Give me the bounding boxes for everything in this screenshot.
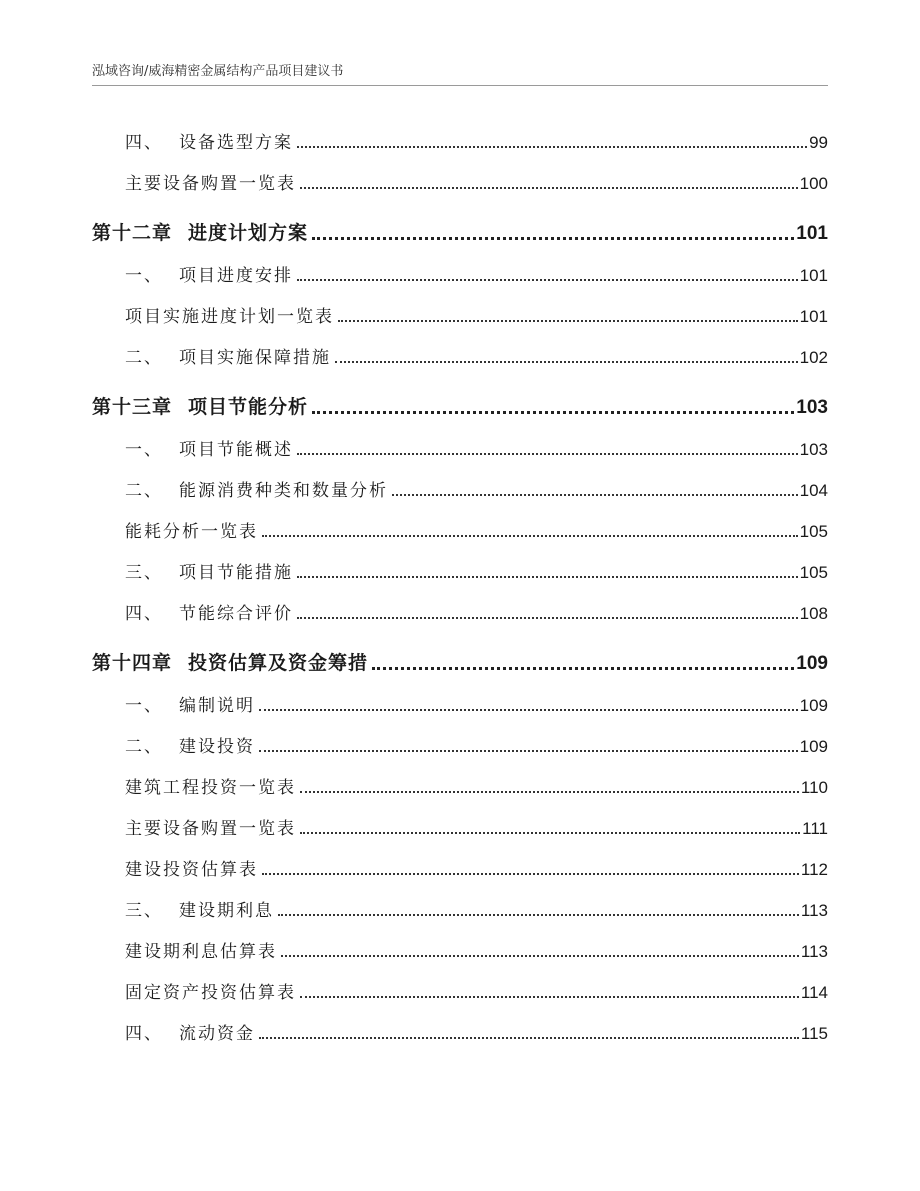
toc-entry-label: [125, 855, 258, 880]
toc-entry-label: [125, 896, 274, 921]
toc-entry-title: 项目进度安排: [179, 266, 293, 286]
toc-entry-label: [125, 773, 296, 798]
toc-page-number: 103: [796, 397, 828, 418]
toc-page-number: 103: [799, 440, 828, 459]
toc-entry-title: 固定资产投资估算表: [125, 983, 296, 1003]
toc-entry[interactable]: [92, 716, 828, 757]
toc-entry-title: 项目实施保障措施: [179, 348, 331, 368]
toc-entry-title: 建设期利息: [179, 901, 274, 921]
toc-entry-label: [125, 1019, 255, 1044]
toc-page-number: 104: [799, 481, 828, 500]
toc-chapter-entry[interactable]: [92, 624, 828, 675]
toc-entry[interactable]: [92, 1003, 828, 1044]
toc-page-number: 113: [800, 942, 828, 961]
toc-page-number: 115: [800, 1024, 828, 1043]
dot-leader: [300, 832, 800, 834]
dot-leader: [335, 361, 798, 363]
toc-entry[interactable]: [92, 583, 828, 624]
toc-entry-title: 能源消费种类和数量分析: [179, 481, 388, 501]
toc-page-number: 105: [799, 522, 828, 541]
dot-leader: [262, 535, 798, 537]
toc-entry-label: [125, 599, 293, 624]
toc-entry-title: 建筑工程投资一览表: [125, 778, 296, 798]
toc-entry-number: 第十四章: [92, 652, 173, 674]
toc-page-number: 101: [799, 266, 828, 285]
toc-page-number: 109: [799, 696, 828, 715]
toc-entry-number: 一、: [125, 266, 163, 286]
toc-entry-label: [125, 814, 296, 839]
toc-entry[interactable]: [92, 286, 828, 327]
page-header: [92, 60, 828, 86]
toc-entry[interactable]: [92, 675, 828, 716]
toc-page-number: 109: [796, 653, 828, 674]
toc-page-number: 105: [799, 563, 828, 582]
toc-entry-title: 主要设备购置一览表: [125, 174, 296, 194]
toc-entry-title: 设备选型方案: [179, 133, 293, 153]
toc-entry-title: 能耗分析一览表: [125, 522, 258, 542]
toc-entry-title: 编制说明: [179, 696, 255, 716]
dot-leader: [259, 709, 798, 711]
toc-entry-label: [125, 978, 296, 1003]
toc-entry-label: [125, 128, 293, 153]
toc-page-number: 112: [800, 860, 828, 879]
toc-entry[interactable]: [92, 460, 828, 501]
toc-entry-title: 建设投资估算表: [125, 860, 258, 880]
toc-entry[interactable]: [92, 419, 828, 460]
toc-page-number: 114: [800, 983, 828, 1002]
toc-entry-number: 第十三章: [92, 396, 173, 418]
toc-entry-label: [92, 218, 308, 245]
dot-leader: [278, 914, 799, 916]
toc-page-number: 100: [799, 174, 828, 193]
toc-entry[interactable]: [92, 542, 828, 583]
dot-leader: [312, 237, 794, 240]
toc-entry[interactable]: [92, 921, 828, 962]
toc-entry-title: 进度计划方案: [188, 222, 309, 244]
toc-entry-title: 投资估算及资金筹措: [188, 652, 369, 674]
toc-entry-label: [92, 392, 308, 419]
table-of-contents: [92, 112, 828, 1044]
toc-entry-number: 四、: [125, 133, 163, 153]
toc-entry-label: [125, 476, 388, 501]
toc-entry-title: 项目节能分析: [188, 396, 309, 418]
toc-entry-number: 三、: [125, 901, 163, 921]
toc-entry-label: [92, 648, 368, 675]
toc-entry[interactable]: [92, 112, 828, 153]
toc-page-number: 108: [799, 604, 828, 623]
dot-leader: [392, 494, 798, 496]
dot-leader: [262, 873, 799, 875]
toc-page-number: 109: [799, 737, 828, 756]
dot-leader: [297, 146, 807, 148]
toc-entry-label: [125, 435, 293, 460]
toc-page-number: 110: [800, 778, 828, 797]
toc-entry[interactable]: [92, 962, 828, 1003]
toc-entry[interactable]: [92, 757, 828, 798]
toc-page-number: 101: [799, 307, 828, 326]
dot-leader: [338, 320, 798, 322]
toc-entry-title: 节能综合评价: [179, 604, 293, 624]
toc-entry-label: [125, 343, 331, 368]
toc-entry-number: 四、: [125, 604, 163, 624]
toc-entry-number: 一、: [125, 696, 163, 716]
toc-entry[interactable]: [92, 245, 828, 286]
toc-entry[interactable]: [92, 839, 828, 880]
dot-leader: [281, 955, 799, 957]
toc-entry-number: 第十二章: [92, 222, 173, 244]
toc-entry-number: 四、: [125, 1024, 163, 1044]
toc-chapter-entry[interactable]: [92, 368, 828, 419]
dot-leader: [300, 791, 799, 793]
dot-leader: [312, 411, 794, 414]
dot-leader: [300, 187, 798, 189]
toc-entry[interactable]: [92, 153, 828, 194]
dot-leader: [297, 279, 798, 281]
toc-entry-label: [125, 937, 277, 962]
toc-entry[interactable]: [92, 798, 828, 839]
toc-entry-label: [125, 732, 255, 757]
toc-entry-label: [125, 558, 293, 583]
toc-entry-label: [125, 261, 293, 286]
dot-leader: [259, 1037, 799, 1039]
toc-entry-number: 二、: [125, 737, 163, 757]
toc-entry-label: [125, 302, 334, 327]
dot-leader: [259, 750, 798, 752]
dot-leader: [297, 576, 798, 578]
toc-entry-title: 主要设备购置一览表: [125, 819, 296, 839]
toc-entry-label: [125, 691, 255, 716]
toc-page-number: 99: [809, 133, 828, 152]
toc-page-number: 113: [800, 901, 828, 920]
toc-entry[interactable]: [92, 880, 828, 921]
toc-page-number: 102: [799, 348, 828, 367]
dot-leader: [297, 453, 798, 455]
toc-entry-label: [125, 169, 296, 194]
toc-entry-label: [125, 517, 258, 542]
toc-entry-number: 二、: [125, 348, 163, 368]
toc-chapter-entry[interactable]: [92, 194, 828, 245]
toc-page-number: 101: [796, 223, 828, 244]
header-title: 泓域咨询/威海精密金属结构产品项目建议书: [92, 64, 344, 79]
toc-entry-title: 流动资金: [179, 1024, 255, 1044]
toc-entry[interactable]: [92, 327, 828, 368]
toc-page-number: 111: [802, 819, 828, 838]
toc-entry-title: 项目实施进度计划一览表: [125, 307, 334, 327]
toc-entry-title: 建设期利息估算表: [125, 942, 277, 962]
dot-leader: [372, 667, 794, 670]
toc-entry-title: 项目节能概述: [179, 440, 293, 460]
toc-entry-number: 一、: [125, 440, 163, 460]
toc-entry-number: 二、: [125, 481, 163, 501]
dot-leader: [300, 996, 799, 998]
toc-entry-title: 建设投资: [179, 737, 255, 757]
toc-entry-title: 项目节能措施: [179, 563, 293, 583]
toc-entry-number: 三、: [125, 563, 163, 583]
dot-leader: [297, 617, 798, 619]
toc-entry[interactable]: [92, 501, 828, 542]
